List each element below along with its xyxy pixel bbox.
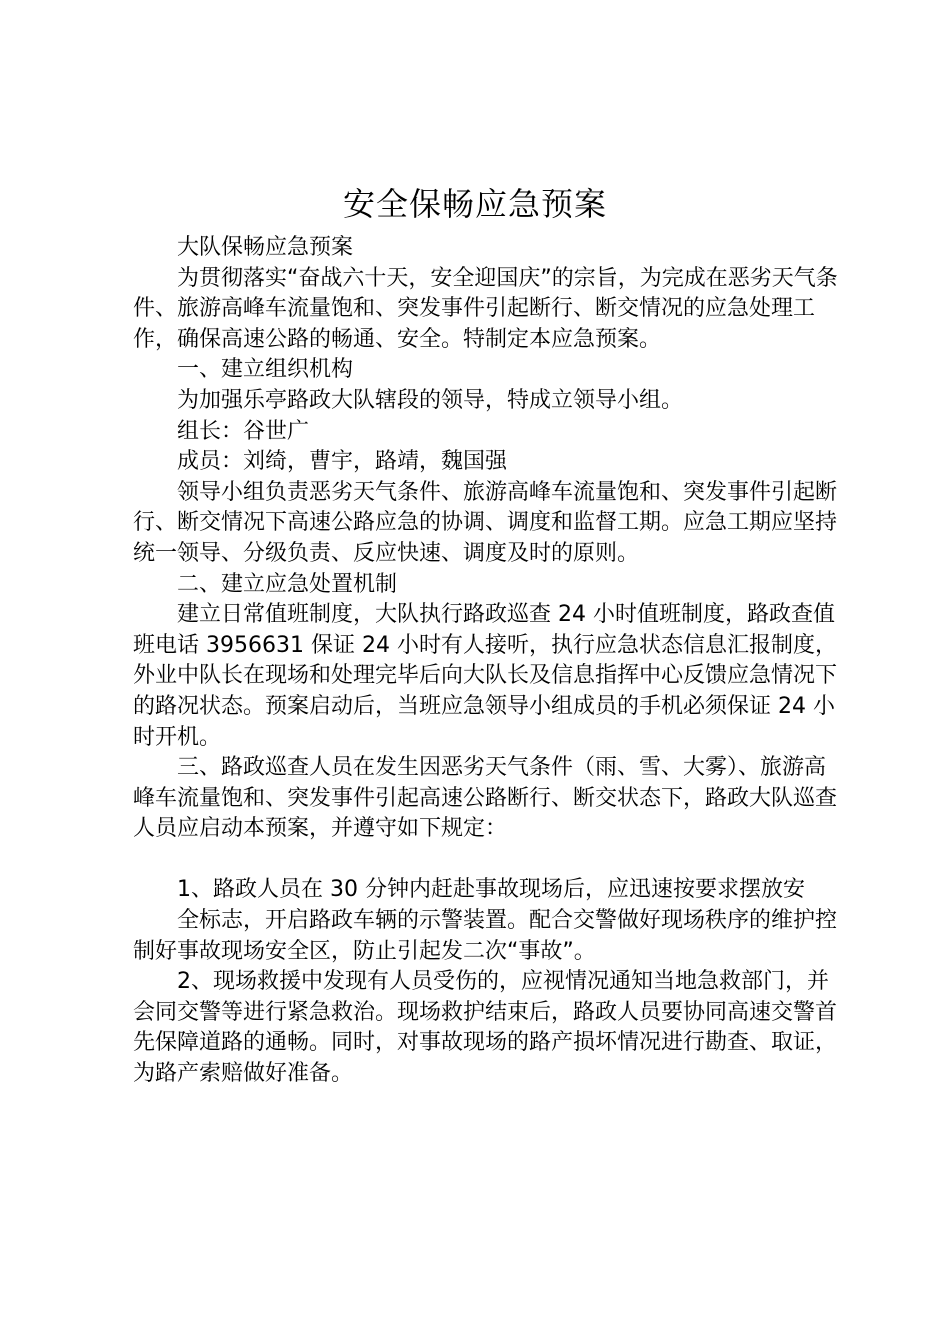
paragraph-rule-1-continued: 全标志，开启路政车辆的示警装置。配合交警做好现场秩序的维护控制好事故现场安全区，防止引起发二次“事故”。 [133, 908, 838, 964]
paragraph-intro: 为贯彻落实“奋战六十天，安全迎国庆”的宗旨，为完成在恶劣天气条件、旅游高峰车流量饱和、突发事件引起断行、断交情况的应急处理工作，确保高速公路的畅通、安全。特制定本应急预案。 [133, 265, 838, 352]
document-body [133, 233, 838, 1090]
document-title: 安全保畅应急预案 [342, 185, 607, 223]
paragraph-members: 成员：刘绮，曹宇，路靖，魏国强 [177, 449, 508, 475]
paragraph-organization: 为加强乐亭路政大队辖段的领导，特成立领导小组。 [177, 387, 684, 413]
section-heading-2: 二、建立应急处置机制 [177, 571, 398, 597]
paragraph-responsibility: 领导小组负责恶劣天气条件、旅游高峰车流量饱和、突发事件引起断行、断交情况下高速公路应急的协调、调度和监督工期。应急工期应坚持统一领导、分级负责、反应快速、调度及时的原则。 [133, 479, 838, 566]
paragraph-leader: 组长：谷世广 [177, 418, 310, 444]
section-heading-3: 三、路政巡查人员在发生因恶劣天气条件（雨、雪、大雾）、旅游高峰车流量饱和、突发事件引起高速公路断行、断交状态下，路政大队巡查人员应启动本预案，并遵守如下规定： [133, 755, 838, 842]
section-heading-1: 一、建立组织机构 [177, 357, 354, 383]
paragraph-subtitle: 大队保畅应急预案 [177, 235, 354, 260]
paragraph-rule-1: 1、路政人员在 30 分钟内赶赴事故现场后，应迅速按要求摆放安 [177, 877, 805, 903]
paragraph-rule-2: 2、现场救援中发现有人员受伤的，应视情况通知当地急救部门，并会同交警等进行紧急救治。现场救护结束后，路政人员要协同高速交警首先保障道路的通畅。同时，对事故现场的路产损坏情况进行勘查、取证，为路产索赔做好准备。 [133, 969, 838, 1087]
paragraph-duty-system: 建立日常值班制度，大队执行路政巡查 24 小时值班制度，路政查值班电话 3956631 保证 24 小时有人接听，执行应急状态信息汇报制度，外业中队长在现场和处理完毕后向大队长及信息指挥中心反馈应急情况下的路况状态。预案启动后，当班应急领导小组成员的手机必须保证 24 小时开机。 [133, 602, 838, 750]
blank-line [133, 845, 838, 876]
